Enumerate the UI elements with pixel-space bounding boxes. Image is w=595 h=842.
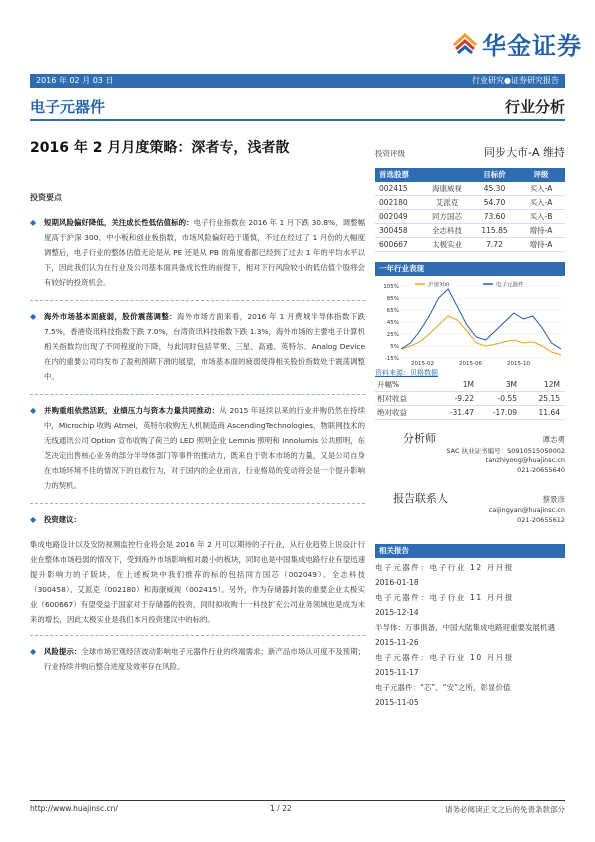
stock-table-header <box>375 168 565 182</box>
analyst-email[interactable]: tanzhiyong@huajinsc.cn <box>485 456 565 464</box>
analyst-phone: 021-20655640 <box>517 466 565 474</box>
stock-rating: 增持-A <box>529 226 553 235</box>
divider <box>30 503 365 504</box>
related-title-text: 半导体：万事俱备，中国大陆集成电路迎重要发展机遇 <box>375 623 555 632</box>
related-item[interactable] <box>375 560 565 590</box>
related-date: 2015-11-26 <box>375 638 419 647</box>
x-tick-label: 2015-10 <box>507 361 530 366</box>
x-tick-label: 2015-02 <box>411 361 434 366</box>
divider <box>30 394 365 395</box>
related-list <box>375 560 565 710</box>
related-title-text: 电子元器件：“芯”、“安”之所，彰显价值 <box>375 683 511 692</box>
header-cell: 12M <box>543 380 560 389</box>
contact-block <box>375 490 565 536</box>
perf-section-title: 一年行业表现 <box>375 262 565 276</box>
perf-value: 25.15 <box>538 394 560 403</box>
diamond-icon: ◆ <box>30 218 37 227</box>
risk-note <box>30 644 365 674</box>
row-label: 相对收益 <box>377 394 407 403</box>
date-band <box>30 74 565 88</box>
header-cell: 首选股票 <box>379 170 409 179</box>
key-point <box>30 403 365 493</box>
header-cell: 升幅% <box>377 380 400 389</box>
stock-name: 艾派克 <box>435 198 459 207</box>
related-date: 2015-12-14 <box>375 608 419 617</box>
table-row <box>375 238 565 252</box>
key-point-text: 海外市场方面来看，2016 年 1 月费城半导体指数下跌 7.5%，香港资讯科技指数下跌 7.0%，台湾资讯科技指数下跌 1.3%，海外市场的主要电子计算机相关指数均出现了不同程度的下降，与此同时包括苹果、三星、高通、英特尔、Analog Device 在内的重要公司均发布了盈利预期下滑的展望，市场基本面的疲弱使得相关股价指数处于震荡调整中。 <box>44 312 365 381</box>
stock-rating: 买入-A <box>529 184 553 193</box>
footer-url[interactable]: http://www.huajinsc.cn/ <box>30 804 118 813</box>
risk-text: 全球市场宏观经济波动影响电子元器件行业的终端需求；新产品市场认可度不及预期；行业持续并购后整合进度及效率存在风险。 <box>44 647 365 671</box>
report-title: 2016 年 2 月月度策略：深者专，浅者散 <box>30 140 290 156</box>
stock-rating: 增持-A <box>529 240 553 249</box>
header-cell: 1M <box>462 380 474 389</box>
analyst-role: 分析师 <box>403 432 436 445</box>
target-price: 115.85 <box>481 226 508 235</box>
y-tick-label: 65% <box>386 308 399 314</box>
left-column <box>30 190 365 684</box>
table-row <box>375 406 565 420</box>
advice-heading <box>30 512 365 527</box>
table-row <box>375 392 565 406</box>
diamond-icon: ◆ <box>30 406 37 415</box>
key-point-text: 从 2015 年延续以来的行业并购仍然在持续中，Microchip 收购 Atmel，英特尔收购无人机制造商 AscendingTechnologies，物联网技术的无线通讯公司 Option 宣布收购了荷兰的 LED 照明企业 Lemnis 照明和 Innolumis 公共照明，东芝决定出售核心业务的部分半导体部门等事件的推动力，既来自于资本市场的力量，又是公司自身在市场环境不佳的情况下的自救行为，对于国内的企业而言，行业格局的变动将会是一个提升影响力的契机。 <box>44 406 365 490</box>
footer-disclaimer: 请务必阅读正文之后的免责条款部分 <box>445 805 565 814</box>
related-title-text: 电子元器件：电子行业 10 月月报 <box>375 653 515 662</box>
header-rule <box>30 119 565 121</box>
related-item[interactable] <box>375 590 565 620</box>
key-point-text: 电子行业指数在 2016 年 1 月下跌 30.8%，调整幅度高于沪深 300、中小板和创业板指数，市场风险偏好趋于谨慎，不过在经过了 1 月份的大幅度调整后，电子行业的整体估值无论是从 PE 还是从 PB 的角度看都已经到了过去 1 年的平均水平以下，因此我们认为在行业及公司基本面具备成长性的前提下，相对下行风险较小的低估值个股将会有较好的投资机会。 <box>44 218 365 287</box>
perf-table-header <box>375 378 565 392</box>
contact-email[interactable]: caijingyan@huajinsc.cn <box>488 506 565 514</box>
related-date: 2015-11-17 <box>375 668 419 677</box>
page-number: 1 / 22 <box>270 804 292 813</box>
stock-code: 002180 <box>379 198 408 207</box>
stock-code: 002415 <box>379 184 408 193</box>
advice-text: 集成电路设计以及安防视频监控行业将会是 2016 年 2 月可以期待的子行业，从行业趋势上说设计行业在整体市场趋弱的情况下，受到海外市场影响相对最小的板块，同时也是中国集成电路行业有望迅速提升影响力的子版块，在上述板块中我们推荐的标的包括同方国芯（002049）、全志科技（300458）、艾派克（002180）和海康威视（002415）。另外，作为存储器封装的重要企业太极实业（600667）有望受益于国家对于存储器的投资，同时拟收购十一科技扩充公司业务领域也是成为未来的增长，因此太极实业是我们本月投资建议中的标的。 <box>30 540 365 624</box>
related-title: 相关报告 <box>375 544 565 558</box>
stock-rating: 买入-B <box>529 212 553 221</box>
right-column <box>375 144 565 710</box>
related-item[interactable] <box>375 650 565 680</box>
contact-name: 蔡景彦 <box>542 495 565 504</box>
rating-label: 投资评级 <box>375 149 405 158</box>
key-points-title: 投资要点 <box>30 193 62 202</box>
y-tick-label: -15% <box>384 356 399 362</box>
stock-name: 全志科技 <box>432 226 462 235</box>
x-tick-label: 2015-06 <box>459 361 482 366</box>
contact-phone: 021-20655612 <box>517 516 565 524</box>
table-row <box>375 224 565 238</box>
key-point-lead: 短期风险偏好降低，关注成长性低估值标的： <box>44 218 194 227</box>
related-date: 2016-01-18 <box>375 578 419 587</box>
key-point <box>30 215 365 290</box>
diamond-icon: ◆ <box>30 515 37 524</box>
brand-logo <box>452 26 582 61</box>
header-cell <box>422 168 472 182</box>
divider <box>30 300 365 301</box>
y-tick-label: 85% <box>386 296 399 302</box>
key-point <box>30 309 365 384</box>
perf-value: -17.09 <box>492 408 517 417</box>
related-date: 2015-11-05 <box>375 698 419 707</box>
y-tick-label: 45% <box>386 320 399 326</box>
data-source: 资料来源：贝格数据 <box>375 369 438 377</box>
legend-label: 电子元器件 <box>496 282 524 289</box>
key-point-lead: 并购重组依然活跃，业绩压力与资本力量共同推动： <box>44 406 220 415</box>
report-date: 2016 年 02 月 03 日 <box>36 76 114 85</box>
key-point-lead: 海外市场基本面疲弱，股价震荡调整： <box>44 312 178 321</box>
header-cell: 评级 <box>533 170 549 179</box>
related-title-text: 电子元器件：电子行业 12 月月报 <box>375 563 515 572</box>
stock-code: 002049 <box>379 212 408 221</box>
y-tick-label: 5% <box>390 344 399 350</box>
perf-value: 11.64 <box>538 408 560 417</box>
stock-name: 太极实业 <box>432 240 462 249</box>
risk-lead: 风险提示： <box>44 647 82 656</box>
table-row <box>375 196 565 210</box>
contact-role: 报告联系人 <box>393 492 448 505</box>
target-price: 54.70 <box>483 198 506 207</box>
investment-rating <box>375 144 565 166</box>
perf-value: -31.47 <box>449 408 474 417</box>
table-row <box>375 210 565 224</box>
analyst-block <box>375 430 565 490</box>
logo-mark-icon <box>452 31 478 57</box>
diamond-icon: ◆ <box>30 312 37 321</box>
stock-code: 600667 <box>379 240 408 249</box>
stock-name: 海康威视 <box>432 184 462 193</box>
report-category: 行业研究●证券研究报告 <box>472 76 559 85</box>
stock-code: 300458 <box>379 226 408 235</box>
related-title-text: 电子元器件：电子行业 11 月月报 <box>375 593 515 602</box>
report-type: 行业分析 <box>504 98 565 116</box>
analyst-sac: SAC 执业证书编号：S0910515050002 <box>446 447 565 455</box>
sector-title: 电子元器件 <box>30 98 106 116</box>
target-price: 45.30 <box>483 184 506 193</box>
target-price: 7.72 <box>486 240 503 249</box>
advice-lead: 投资建议： <box>44 515 81 524</box>
legend-label: 沪深300 <box>428 282 450 289</box>
perf-value: -9.22 <box>454 394 474 403</box>
brand-name: 华金证券 <box>482 32 582 60</box>
divider <box>30 635 365 636</box>
header-cell: 3M <box>505 380 517 389</box>
performance-chart <box>375 280 565 366</box>
footer-rule <box>30 800 565 801</box>
stock-name: 同方国芯 <box>432 212 462 221</box>
performance-chart-svg <box>375 280 565 366</box>
header-cell: 目标价 <box>483 170 506 179</box>
perf-value: -0.55 <box>497 394 517 403</box>
target-price: 73.60 <box>483 212 506 221</box>
rating-value: 同步大市-A 维持 <box>484 146 565 159</box>
row-label: 绝对收益 <box>377 408 407 417</box>
table-row <box>375 182 565 196</box>
y-tick-label: 25% <box>386 332 399 338</box>
stock-rating: 买入-A <box>529 198 553 207</box>
y-tick-label: 105% <box>383 284 399 290</box>
analyst-name: 谭志勇 <box>542 435 565 444</box>
diamond-icon: ◆ <box>30 647 37 656</box>
related-item[interactable] <box>375 680 565 710</box>
related-item[interactable] <box>375 620 565 650</box>
